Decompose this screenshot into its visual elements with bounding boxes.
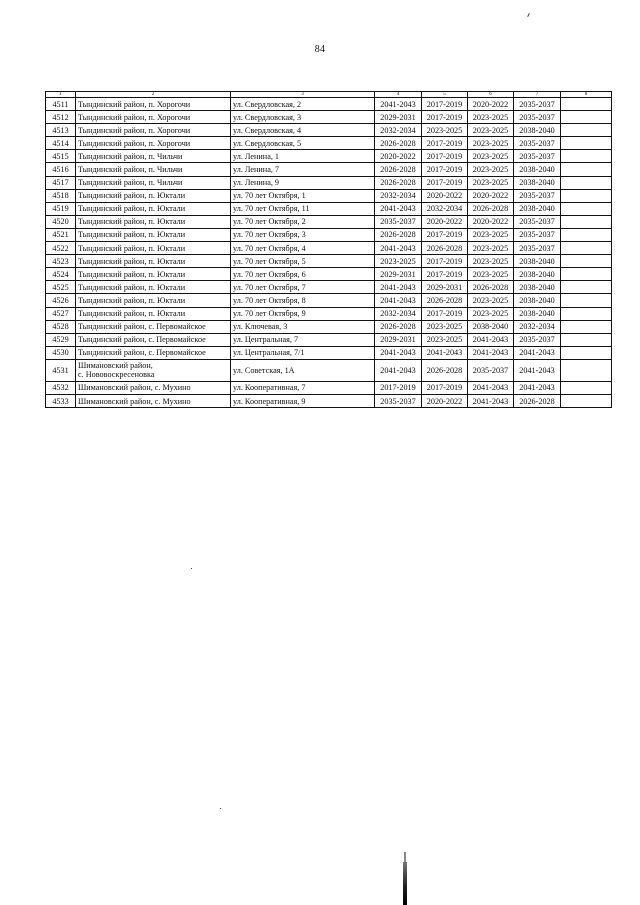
address-cell: ул. 70 лет Октября, 4 [231,242,375,255]
period-col6-cell: 2023-2025 [468,124,514,137]
table-row [46,394,612,407]
table-row [46,333,612,346]
col8-cell [561,150,612,163]
column-number: 8 [561,92,612,98]
period-col5-cell: 2023-2025 [422,333,468,346]
table-row [46,294,612,307]
row-number-cell: 4528 [46,320,76,333]
district-cell: Тындинский район, п. Юктали [76,242,231,255]
period-col4-cell: 2029-2031 [375,333,422,346]
period-col5-cell: 2017-2019 [422,255,468,268]
district-cell: Тындинский район, п. Юктали [76,255,231,268]
table-row [46,359,612,381]
district-cell: Тындинский район, п. Чильчи [76,150,231,163]
col8-cell [561,202,612,215]
row-number-cell: 4527 [46,307,76,320]
period-col6-cell: 2023-2025 [468,255,514,268]
table-row [46,320,612,333]
col8-cell [561,307,612,320]
column-number: 7 [514,92,561,98]
period-col5-cell: 2017-2019 [422,228,468,241]
table-row [46,307,612,320]
address-cell: ул. Советская, 1А [231,359,375,381]
district-cell: Тындинский район, п. Юктали [76,202,231,215]
col8-cell [561,381,612,394]
period-col7-cell: 2038-2040 [514,202,561,215]
address-cell: ул. Центральная, 7/1 [231,346,375,359]
table-body [46,92,612,408]
table-row [46,111,612,124]
col8-cell [561,320,612,333]
table-row [46,163,612,176]
district-cell: Тындинский район, п. Юктали [76,189,231,202]
period-col6-cell: 2038-2040 [468,320,514,333]
table-row [46,381,612,394]
col8-cell [561,189,612,202]
address-cell: ул. 70 лет Октября, 11 [231,202,375,215]
row-number-cell: 4516 [46,163,76,176]
period-col5-cell: 2017-2019 [422,150,468,163]
district-cell: Тындинский район, п. Юктали [76,215,231,228]
address-cell: ул. Свердловская, 4 [231,124,375,137]
address-cell: ул. Свердловская, 2 [231,98,375,111]
col8-cell [561,98,612,111]
period-col7-cell: 2038-2040 [514,124,561,137]
row-number-cell: 4531 [46,359,76,381]
period-col7-cell: 2038-2040 [514,255,561,268]
period-col5-cell: 2026-2028 [422,242,468,255]
address-cell: ул. 70 лет Октября, 5 [231,255,375,268]
period-col6-cell: 2020-2022 [468,98,514,111]
row-number-cell: 4513 [46,124,76,137]
column-number: 1 [46,92,76,98]
col8-cell [561,255,612,268]
period-col5-cell: 2017-2019 [422,307,468,320]
period-col6-cell: 2041-2043 [468,394,514,407]
period-col6-cell: 2041-2043 [468,333,514,346]
period-col7-cell: 2038-2040 [514,176,561,189]
period-col7-cell: 2035-2037 [514,111,561,124]
row-number-cell: 4518 [46,189,76,202]
address-cell: ул. 70 лет Октября, 9 [231,307,375,320]
period-col6-cell: 2023-2025 [468,228,514,241]
period-col5-cell: 2017-2019 [422,268,468,281]
scan-speck [191,568,192,569]
period-col4-cell: 2041-2043 [375,98,422,111]
row-number-cell: 4529 [46,333,76,346]
table-row [46,346,612,359]
row-number-cell: 4533 [46,394,76,407]
address-cell: ул. Ленина, 9 [231,176,375,189]
period-col4-cell: 2032-2034 [375,124,422,137]
district-cell: Тындинский район, с. Первомайское [76,346,231,359]
period-col4-cell: 2026-2028 [375,163,422,176]
district-cell: Шимановский район, с. Мухино [76,394,231,407]
period-col5-cell: 2017-2019 [422,137,468,150]
period-col4-cell: 2032-2034 [375,189,422,202]
period-col5-cell: 2020-2022 [422,394,468,407]
period-col4-cell: 2023-2025 [375,255,422,268]
period-col4-cell: 2026-2028 [375,137,422,150]
scan-edge-mark [403,862,407,905]
district-cell: Тындинский район, п. Юктали [76,228,231,241]
period-col4-cell: 2041-2043 [375,281,422,294]
period-col4-cell: 2026-2028 [375,176,422,189]
col8-cell [561,394,612,407]
period-col6-cell: 2041-2043 [468,381,514,394]
period-col4-cell: 2026-2028 [375,320,422,333]
period-col5-cell: 2041-2043 [422,346,468,359]
district-cell: Тындинский район, п. Хорогочи [76,124,231,137]
scan-speck [220,808,221,809]
period-col5-cell: 2032-2034 [422,202,468,215]
district-cell: Тындинский район, с. Первомайское [76,320,231,333]
row-number-cell: 4519 [46,202,76,215]
period-col6-cell: 2023-2025 [468,294,514,307]
period-col4-cell: 2041-2043 [375,359,422,381]
period-col4-cell: 2041-2043 [375,294,422,307]
period-col4-cell: 2032-2034 [375,307,422,320]
row-number-cell: 4512 [46,111,76,124]
table-row [46,98,612,111]
period-col6-cell: 2023-2025 [468,111,514,124]
address-cell: ул. 70 лет Октября, 1 [231,189,375,202]
col8-cell [561,359,612,381]
col8-cell [561,124,612,137]
address-cell: ул. 70 лет Октября, 8 [231,294,375,307]
column-number: 3 [231,92,375,98]
table-row [46,215,612,228]
period-col4-cell: 2017-2019 [375,381,422,394]
row-number-cell: 4515 [46,150,76,163]
row-number-cell: 4514 [46,137,76,150]
col8-cell [561,268,612,281]
col8-cell [561,111,612,124]
period-col7-cell: 2035-2037 [514,215,561,228]
col8-cell [561,281,612,294]
address-cell: ул. Кооперативная, 9 [231,394,375,407]
col8-cell [561,176,612,189]
period-col7-cell: 2026-2028 [514,394,561,407]
district-cell: Тындинский район, с. Первомайское [76,333,231,346]
table-row [46,255,612,268]
period-col7-cell: 2035-2037 [514,228,561,241]
period-col7-cell: 2038-2040 [514,163,561,176]
table-row [46,124,612,137]
period-col7-cell: 2035-2037 [514,189,561,202]
period-col6-cell: 2026-2028 [468,202,514,215]
district-cell: Тындинский район, п. Юктали [76,307,231,320]
period-col4-cell: 2029-2031 [375,111,422,124]
period-col5-cell: 2026-2028 [422,359,468,381]
period-col6-cell: 2023-2025 [468,176,514,189]
period-col6-cell: 2023-2025 [468,307,514,320]
row-number-cell: 4524 [46,268,76,281]
period-col5-cell: 2020-2022 [422,215,468,228]
col8-cell [561,137,612,150]
period-col4-cell: 2035-2037 [375,394,422,407]
district-cell: Тындинский район, п. Хорогочи [76,111,231,124]
period-col7-cell: 2038-2040 [514,268,561,281]
row-number-cell: 4521 [46,228,76,241]
period-col7-cell: 2041-2043 [514,381,561,394]
period-col7-cell: 2041-2043 [514,346,561,359]
column-number: 4 [375,92,422,98]
district-cell: Тындинский район, п. Чильчи [76,176,231,189]
address-cell: ул. 70 лет Октября, 6 [231,268,375,281]
period-col5-cell: 2017-2019 [422,176,468,189]
row-number-cell: 4526 [46,294,76,307]
address-cell: ул. Ленина, 1 [231,150,375,163]
address-cell: ул. Ключевая, 3 [231,320,375,333]
district-cell: Тындинский район, п. Юктали [76,281,231,294]
table-row [46,176,612,189]
period-col7-cell: 2035-2037 [514,137,561,150]
district-cell: Тындинский район, п. Хорогочи [76,137,231,150]
housing-repair-table [45,91,612,408]
row-number-cell: 4511 [46,98,76,111]
district-cell: Шимановский район, с. Нововоскресеновка [76,359,231,381]
page-number: 84 [314,44,326,55]
period-col7-cell: 2041-2043 [514,359,561,381]
table-row [46,268,612,281]
table-row [46,189,612,202]
period-col6-cell: 2041-2043 [468,346,514,359]
table-row [46,150,612,163]
period-col6-cell: 2020-2022 [468,215,514,228]
period-col4-cell: 2020-2022 [375,150,422,163]
column-number: 2 [76,92,231,98]
column-number: 6 [468,92,514,98]
period-col5-cell: 2029-2031 [422,281,468,294]
period-col7-cell: 2035-2037 [514,242,561,255]
address-cell: ул. 70 лет Октября, 3 [231,228,375,241]
column-number: 5 [422,92,468,98]
address-cell: ул. Ленина, 7 [231,163,375,176]
period-col6-cell: 2023-2025 [468,150,514,163]
district-cell: Тындинский район, п. Юктали [76,268,231,281]
period-col6-cell: 2026-2028 [468,281,514,294]
period-col4-cell: 2041-2043 [375,202,422,215]
period-col6-cell: 2023-2025 [468,137,514,150]
col8-cell [561,242,612,255]
period-col4-cell: 2029-2031 [375,268,422,281]
district-cell: Шимановский район, с. Мухино [76,381,231,394]
col8-cell [561,163,612,176]
row-number-cell: 4532 [46,381,76,394]
table-row [46,281,612,294]
period-col5-cell: 2017-2019 [422,111,468,124]
address-cell: ул. Центральная, 7 [231,333,375,346]
table-row [46,228,612,241]
period-col5-cell: 2017-2019 [422,98,468,111]
period-col5-cell: 2023-2025 [422,320,468,333]
period-col5-cell: 2026-2028 [422,294,468,307]
period-col7-cell: 2038-2040 [514,307,561,320]
period-col6-cell: 2023-2025 [468,242,514,255]
period-col5-cell: 2023-2025 [422,124,468,137]
period-col7-cell: 2038-2040 [514,294,561,307]
period-col6-cell: 2023-2025 [468,163,514,176]
table-row [46,137,612,150]
period-col5-cell: 2020-2022 [422,189,468,202]
row-number-cell: 4520 [46,215,76,228]
period-col4-cell: 2035-2037 [375,215,422,228]
scan-speck [527,13,530,17]
district-cell: Тындинский район, п. Хорогочи [76,98,231,111]
row-number-cell: 4530 [46,346,76,359]
row-number-cell: 4522 [46,242,76,255]
address-cell: ул. Свердловская, 3 [231,111,375,124]
period-col7-cell: 2035-2037 [514,150,561,163]
col8-cell [561,346,612,359]
col8-cell [561,333,612,346]
period-col7-cell: 2035-2037 [514,333,561,346]
table-row [46,242,612,255]
address-cell: ул. Свердловская, 5 [231,137,375,150]
period-col4-cell: 2041-2043 [375,242,422,255]
period-col6-cell: 2020-2022 [468,189,514,202]
district-cell: Тындинский район, п. Юктали [76,294,231,307]
period-col5-cell: 2017-2019 [422,381,468,394]
district-cell: Тындинский район, п. Чильчи [76,163,231,176]
period-col4-cell: 2041-2043 [375,346,422,359]
table-container [45,91,612,408]
address-cell: ул. 70 лет Октября, 2 [231,215,375,228]
col8-cell [561,294,612,307]
period-col7-cell: 2032-2034 [514,320,561,333]
period-col6-cell: 2035-2037 [468,359,514,381]
period-col6-cell: 2023-2025 [468,268,514,281]
period-col7-cell: 2035-2037 [514,98,561,111]
row-number-cell: 4517 [46,176,76,189]
table-row [46,202,612,215]
address-cell: ул. 70 лет Октября, 7 [231,281,375,294]
address-cell: ул. Кооперативная, 7 [231,381,375,394]
row-number-cell: 4525 [46,281,76,294]
period-col4-cell: 2026-2028 [375,228,422,241]
period-col7-cell: 2038-2040 [514,281,561,294]
col8-cell [561,228,612,241]
row-number-cell: 4523 [46,255,76,268]
period-col5-cell: 2017-2019 [422,163,468,176]
col8-cell [561,215,612,228]
